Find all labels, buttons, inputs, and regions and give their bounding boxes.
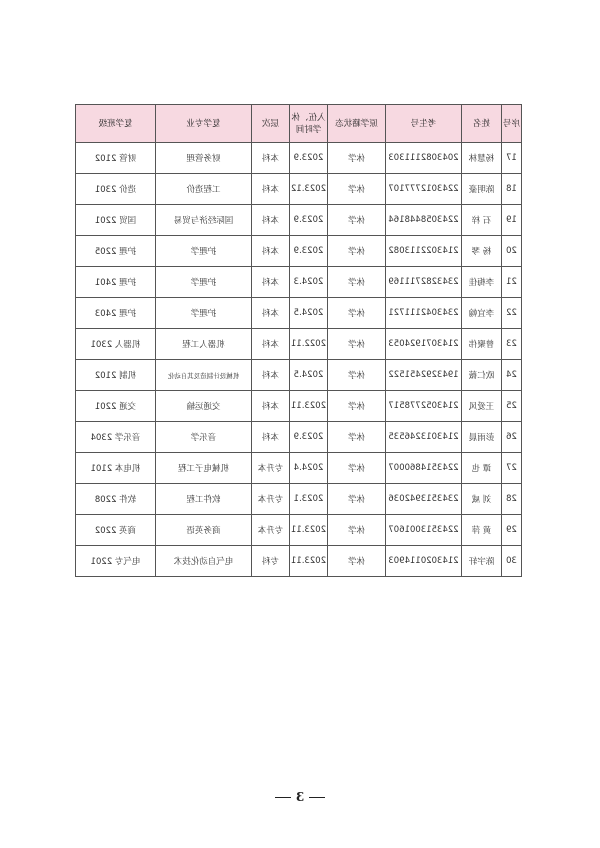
- header-name: 姓名: [462, 105, 502, 143]
- cell-status: 休学: [328, 515, 386, 546]
- cell-class: 机制 2102: [76, 360, 156, 391]
- cell-major: 软件工程: [156, 484, 252, 515]
- cell-name: 李宜翰: [462, 298, 502, 329]
- page-number: 3: [295, 790, 305, 804]
- table-header-row: [76, 105, 522, 143]
- cell-class: 机器人 2301: [76, 329, 156, 360]
- cell-major: 护理学: [156, 298, 252, 329]
- cell-index: 20: [502, 236, 522, 267]
- cell-class: 音乐学 2304: [76, 422, 156, 453]
- cell-time: 2024.5: [290, 298, 328, 329]
- table-row: [76, 174, 522, 205]
- cell-class: 财管 2102: [76, 143, 156, 174]
- cell-status: 休学: [328, 546, 386, 577]
- cell-class: 机电本 2101: [76, 453, 156, 484]
- cell-major: 机械电子工程: [156, 453, 252, 484]
- cell-level: 本科: [252, 174, 290, 205]
- cell-exam-number: 2143013246535: [386, 422, 462, 453]
- header-major: 复学专业: [156, 105, 252, 143]
- cell-level: 本科: [252, 267, 290, 298]
- table-row: [76, 329, 522, 360]
- header-suspension-time: 入伍、休学时间: [290, 105, 328, 143]
- cell-exam-number: 2243058448164: [386, 205, 462, 236]
- cell-name: 石 梓: [462, 205, 502, 236]
- cell-name: 陈明豪: [462, 174, 502, 205]
- cell-name: 王爱风: [462, 391, 502, 422]
- cell-status: 休学: [328, 329, 386, 360]
- table-row: [76, 515, 522, 546]
- footer-dash-left: [309, 797, 325, 798]
- cell-index: 22: [502, 298, 522, 329]
- cell-major: 国际经济与贸易: [156, 205, 252, 236]
- header-class: 复学班级: [76, 105, 156, 143]
- table-row: [76, 453, 522, 484]
- cell-status: 休学: [328, 360, 386, 391]
- cell-name: 陈宇轩: [462, 546, 502, 577]
- table-row: [76, 484, 522, 515]
- cell-index: 19: [502, 205, 522, 236]
- cell-name: 谭 也: [462, 453, 502, 484]
- cell-index: 18: [502, 174, 522, 205]
- cell-status: 休学: [328, 453, 386, 484]
- cell-name: 黄 萍: [462, 515, 502, 546]
- cell-status: 休学: [328, 143, 386, 174]
- cell-exam-number: 2243012777107: [386, 174, 462, 205]
- cell-major: 音乐学: [156, 422, 252, 453]
- cell-level: 本科: [252, 236, 290, 267]
- cell-exam-number: 2343513942036: [386, 484, 462, 515]
- table-row: [76, 143, 522, 174]
- header-original-status: 原学籍状态: [328, 105, 386, 143]
- cell-exam-number: 2143052778517: [386, 391, 462, 422]
- cell-name: 曾聚伟: [462, 329, 502, 360]
- cell-level: 专升本: [252, 515, 290, 546]
- cell-level: 本科: [252, 422, 290, 453]
- table-row: [76, 391, 522, 422]
- cell-index: 29: [502, 515, 522, 546]
- cell-name: 杨慧林: [462, 143, 502, 174]
- table-row: [76, 236, 522, 267]
- cell-name: 刘 威: [462, 484, 502, 515]
- cell-level: 专升本: [252, 453, 290, 484]
- table-row: [76, 298, 522, 329]
- cell-name: 李梅佳: [462, 267, 502, 298]
- cell-level: 专科: [252, 546, 290, 577]
- cell-name: 杨 琴: [462, 236, 502, 267]
- cell-exam-number: 2143020114903: [386, 546, 462, 577]
- cell-major: 交通运输: [156, 391, 252, 422]
- cell-status: 休学: [328, 484, 386, 515]
- cell-time: 2023.9: [290, 422, 328, 453]
- cell-time: 2023.1: [290, 484, 328, 515]
- cell-exam-number: 2043082111303: [386, 143, 462, 174]
- cell-class: 造价 2301: [76, 174, 156, 205]
- cell-exam-number: 1943292451522: [386, 360, 462, 391]
- table-row: [76, 205, 522, 236]
- cell-time: 2023.9: [290, 236, 328, 267]
- cell-status: 休学: [328, 391, 386, 422]
- header-exam-number: 考生号: [386, 105, 462, 143]
- cell-time: 2023.9: [290, 205, 328, 236]
- cell-name: 欧仁薇: [462, 360, 502, 391]
- cell-time: 2023.12: [290, 174, 328, 205]
- cell-class: 软件 2208: [76, 484, 156, 515]
- cell-index: 27: [502, 453, 522, 484]
- cell-level: 本科: [252, 360, 290, 391]
- cell-index: 23: [502, 329, 522, 360]
- cell-class: 护理 2205: [76, 236, 156, 267]
- cell-exam-number: 2343282711169: [386, 267, 462, 298]
- cell-exam-number: 2243514860007: [386, 453, 462, 484]
- cell-major: 护理学: [156, 236, 252, 267]
- cell-index: 24: [502, 360, 522, 391]
- table-row: [76, 360, 522, 391]
- cell-major: 商务英语: [156, 515, 252, 546]
- cell-level: 本科: [252, 143, 290, 174]
- cell-exam-number: 2243513001607: [386, 515, 462, 546]
- table-row: [76, 267, 522, 298]
- cell-time: 2023.11: [290, 515, 328, 546]
- cell-major: 护理学: [156, 267, 252, 298]
- cell-time: 2023.11: [290, 391, 328, 422]
- cell-index: 28: [502, 484, 522, 515]
- cell-time: 2024.3: [290, 267, 328, 298]
- cell-level: 本科: [252, 205, 290, 236]
- header-index: 序号: [502, 105, 522, 143]
- footer-dash-right: [275, 797, 291, 798]
- cell-level: 本科: [252, 298, 290, 329]
- cell-status: 休学: [328, 236, 386, 267]
- cell-index: 17: [502, 143, 522, 174]
- cell-name: 彭雨晨: [462, 422, 502, 453]
- cell-class: 交通 2201: [76, 391, 156, 422]
- table-row: [76, 422, 522, 453]
- cell-exam-number: 2143022113082: [386, 236, 462, 267]
- cell-level: 本科: [252, 391, 290, 422]
- cell-class: 护理 2401: [76, 267, 156, 298]
- cell-index: 25: [502, 391, 522, 422]
- cell-time: 2023.11: [290, 546, 328, 577]
- cell-time: 2024.4: [290, 453, 328, 484]
- cell-exam-number: 2143071924053: [386, 329, 462, 360]
- cell-status: 休学: [328, 298, 386, 329]
- cell-major: 机械设计制造及其自动化: [156, 360, 252, 391]
- cell-time: 2022.11: [290, 329, 328, 360]
- header-level: 层次: [252, 105, 290, 143]
- cell-status: 休学: [328, 174, 386, 205]
- page-number-footer: [0, 790, 600, 804]
- cell-index: 30: [502, 546, 522, 577]
- cell-major: 机器人工程: [156, 329, 252, 360]
- cell-index: 26: [502, 422, 522, 453]
- cell-class: 商英 2202: [76, 515, 156, 546]
- table-row: [76, 546, 522, 577]
- cell-time: 2024.5: [290, 360, 328, 391]
- cell-major: 工程造价: [156, 174, 252, 205]
- cell-class: 国贸 2201: [76, 205, 156, 236]
- cell-time: 2023.9: [290, 143, 328, 174]
- cell-status: 休学: [328, 422, 386, 453]
- cell-exam-number: 2343042111721: [386, 298, 462, 329]
- student-resumption-table: [75, 104, 522, 577]
- cell-class: 护理 2403: [76, 298, 156, 329]
- cell-index: 21: [502, 267, 522, 298]
- cell-major: 财务管理: [156, 143, 252, 174]
- cell-level: 专升本: [252, 484, 290, 515]
- cell-major: 电气自动化技术: [156, 546, 252, 577]
- cell-level: 本科: [252, 329, 290, 360]
- cell-status: 休学: [328, 205, 386, 236]
- cell-class: 电气专 2201: [76, 546, 156, 577]
- cell-status: 休学: [328, 267, 386, 298]
